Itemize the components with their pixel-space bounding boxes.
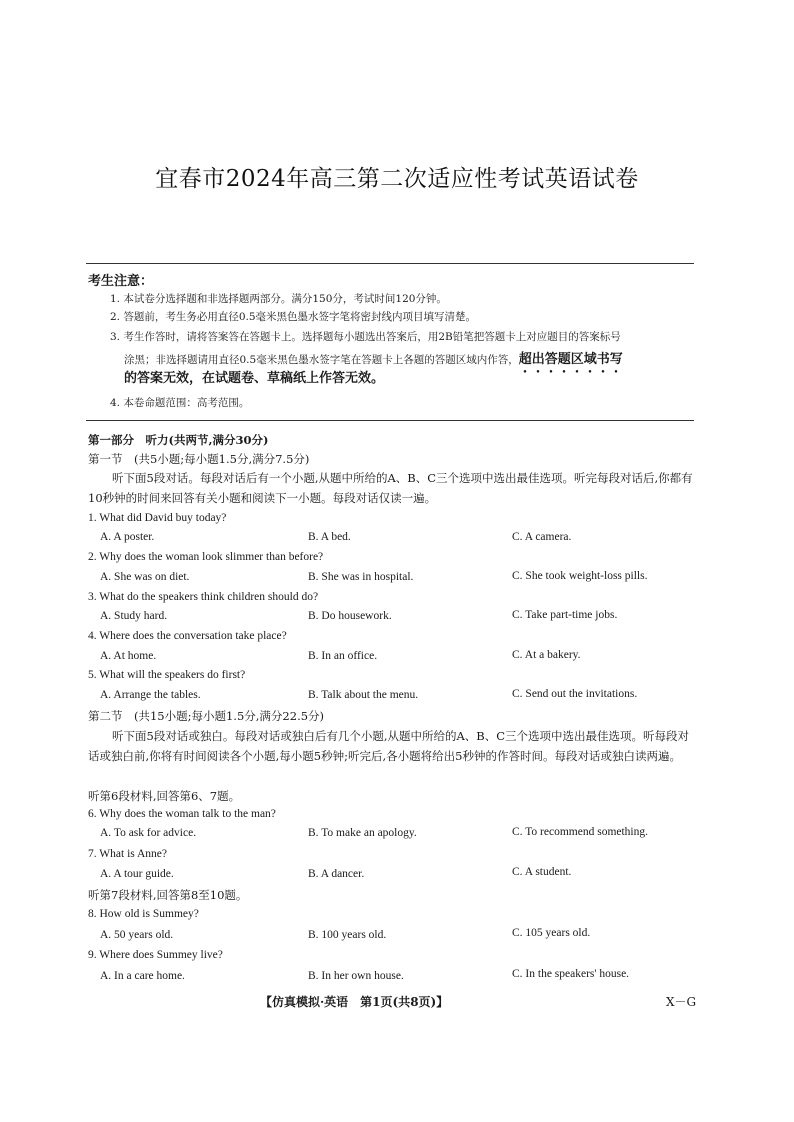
option-1a: A. A poster. bbox=[100, 531, 155, 543]
notice-item-4: 4. 本卷命题范围：高考范围。 bbox=[110, 397, 250, 409]
section2-instructions: 听下面5段对话或独白。每段对话或独白后有几个小题,从题中所给的A、B、C三个选项中选出最佳选项。听每段对话或独白前,你将有时间阅读各个小题,每小题5秒钟;听完后,各小题将给出5秒钟的作答时间。每段对话或独白读两遍。 bbox=[88, 729, 690, 763]
option-7a: A. A tour guide. bbox=[100, 868, 174, 880]
option-7c: C. A student. bbox=[512, 866, 572, 878]
option-1c: C. A camera. bbox=[512, 531, 572, 543]
option-9b: B. In her own house. bbox=[308, 970, 404, 982]
exam-title: 宜春市2024年高三第二次适应性考试英语试卷 bbox=[155, 166, 639, 192]
option-6b: B. To make an apology. bbox=[308, 827, 417, 839]
option-4a: A. At home. bbox=[100, 650, 157, 662]
question-4: 4. Where does the conversation take place? bbox=[88, 630, 287, 642]
option-1b: B. A bed. bbox=[308, 531, 351, 543]
option-5b: B. Talk about the menu. bbox=[308, 689, 419, 701]
option-3c: C. Take part-time jobs. bbox=[512, 609, 618, 621]
notice-heading: 考生注意： bbox=[88, 274, 154, 289]
question-1: 1. What did David buy today? bbox=[88, 512, 227, 524]
question-2: 2. Why does the woman look slimmer than before? bbox=[88, 551, 324, 563]
option-3a: A. Study hard. bbox=[100, 610, 168, 622]
question-8: 8. How old is Summey? bbox=[88, 908, 199, 920]
notice-item-3-end: 的答案无效，在试题卷、草稿纸上作答无效。 bbox=[124, 371, 385, 386]
option-7b: B. A dancer. bbox=[308, 868, 365, 880]
option-8c: C. 105 years old. bbox=[512, 927, 591, 939]
rule-thin bbox=[86, 420, 694, 421]
option-2b: B. She was in hospital. bbox=[308, 571, 414, 583]
option-2c: C. She took weight-loss pills. bbox=[512, 570, 648, 582]
option-9a: A. In a care home. bbox=[100, 970, 185, 982]
material-6: 听第6段材料,回答第6、7题。 bbox=[88, 789, 241, 803]
notice-emphasis-1: 超出答题区域书写 bbox=[518, 352, 623, 367]
option-6c: C. To recommend something. bbox=[512, 826, 649, 838]
section2-title: 第二节 (共15小题;每小题1.5分,满分22.5分) bbox=[88, 709, 325, 723]
option-9c: C. In the speakers' house. bbox=[512, 968, 630, 980]
rule-thick bbox=[86, 263, 694, 264]
question-5: 5. What will the speakers do first? bbox=[88, 669, 246, 681]
material-7: 听第7段材料,回答第8至10题。 bbox=[88, 888, 248, 902]
section1-instructions: 听下面5段对话。每段对话后有一个小题,从题中所给的A、B、C三个选项中选出最佳选项。听完每段对话后,你都有10秒钟的时间来回答有关小题和阅读下一小题。每段对话仅读一遍。 bbox=[88, 471, 693, 505]
option-5a: A. Arrange the tables. bbox=[100, 689, 201, 701]
section1-title: 第一节 (共5小题;每小题1.5分,满分7.5分) bbox=[88, 452, 310, 466]
question-7: 7. What is Anne? bbox=[88, 848, 167, 860]
option-8a: A. 50 years old. bbox=[100, 929, 174, 941]
option-4b: B. In an office. bbox=[308, 650, 378, 662]
question-6: 6. Why does the woman talk to the man? bbox=[88, 808, 276, 820]
question-3: 3. What do the speakers think children should do? bbox=[88, 591, 319, 603]
question-9: 9. Where does Summey live? bbox=[88, 949, 223, 961]
paper-code: X－G bbox=[666, 995, 697, 1009]
notice-item-2: 2. 答题前，考生务必用直径0.5毫米黑色墨水签字笔将密封线内项目填写清楚。 bbox=[110, 311, 477, 323]
option-4c: C. At a bakery. bbox=[512, 649, 581, 661]
notice-item-1: 1. 本试卷分选择题和非选择题两部分。满分150分，考试时间120分钟。 bbox=[110, 293, 447, 305]
option-2a: A. She was on diet. bbox=[100, 571, 190, 583]
notice-item-3: 3. 考生作答时，请将答案答在答题卡上。选择题每小题选出答案后，用2B铅笔把答题卡上对应题目的答案标号 bbox=[110, 331, 621, 343]
option-8b: B. 100 years old. bbox=[308, 929, 387, 941]
page-footer: 【仿真模拟·英语 第1页(共8页)】 bbox=[260, 995, 449, 1009]
notice-item-3-cont-text: 涂黑；非选择题请用直径0.5毫米黑色墨水签字笔在答题卡上各题的答题区域内作答， bbox=[124, 354, 519, 366]
option-3b: B. Do housework. bbox=[308, 610, 392, 622]
option-6a: A. To ask for advice. bbox=[100, 827, 197, 839]
option-5c: C. Send out the invitations. bbox=[512, 688, 638, 700]
part1-title: 第一部分 听力(共两节,满分30分) bbox=[88, 433, 269, 447]
